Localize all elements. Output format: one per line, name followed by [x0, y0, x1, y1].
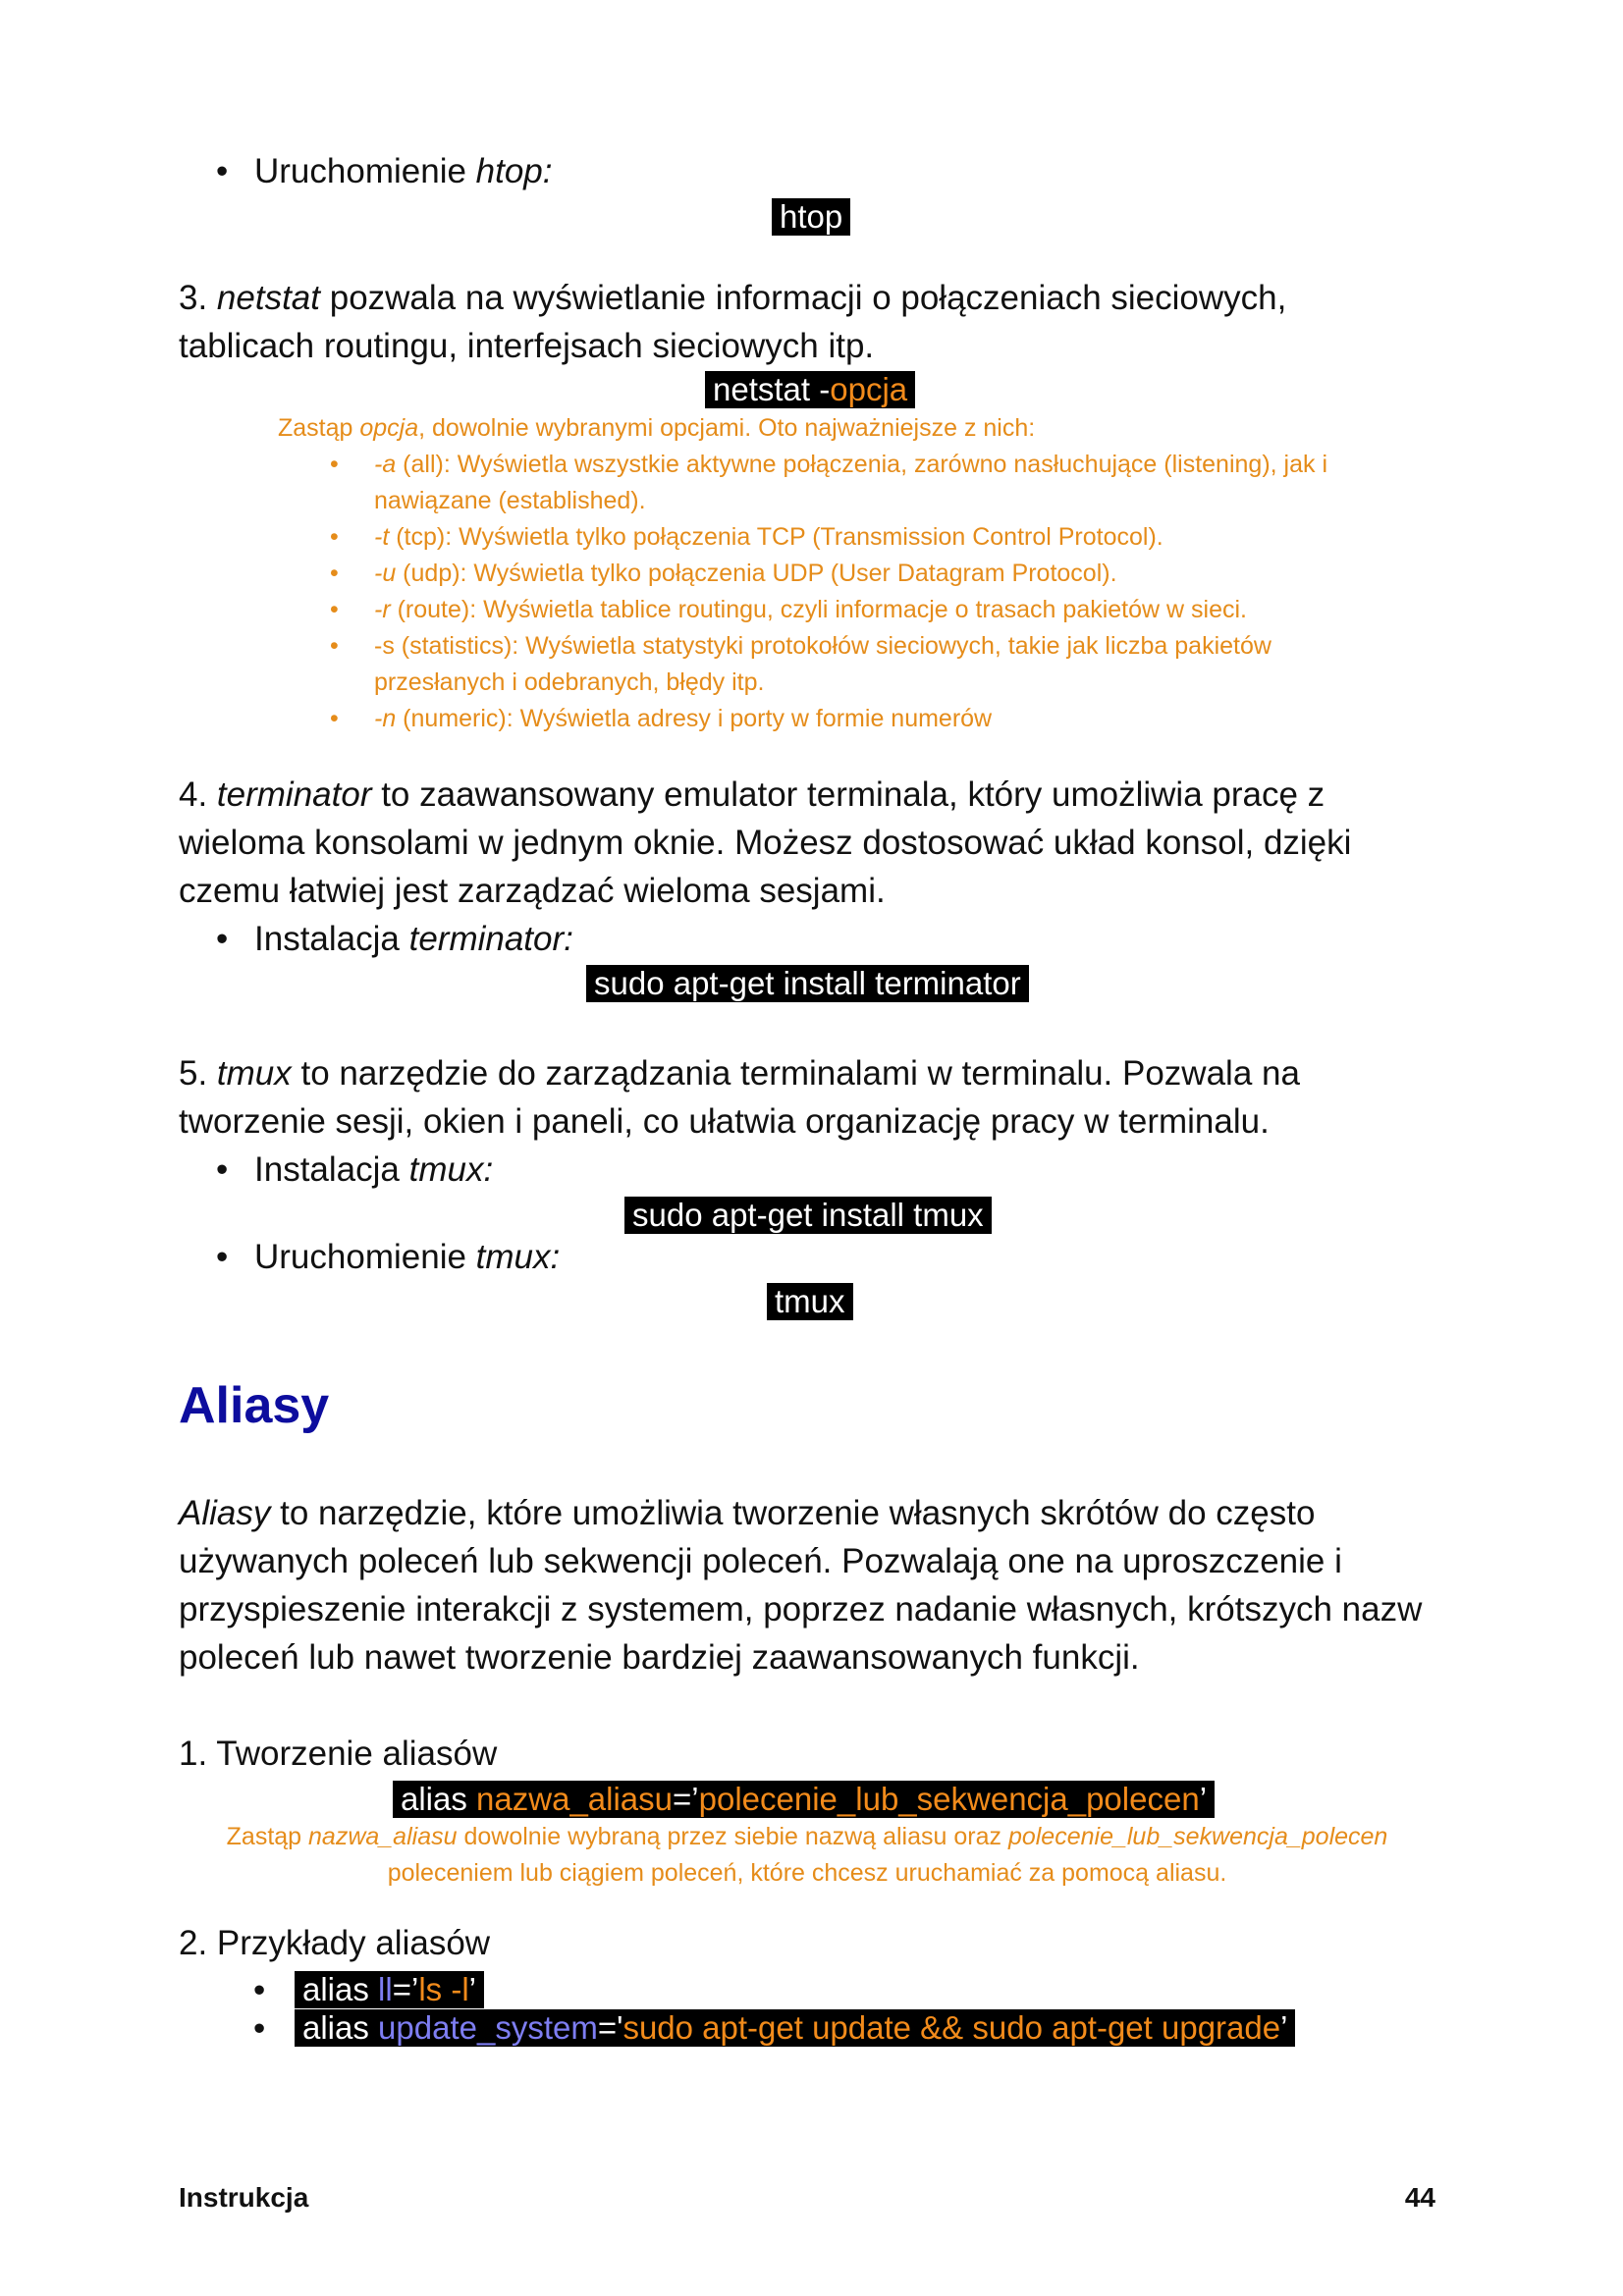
terminator-install-label: Instalacja terminator: [254, 920, 573, 958]
list-item: • -t (tcp): Wyświetla tylko połączenia TCP (Transmission Control Protocol). [330, 523, 1163, 551]
page-number: 44 [1404, 2182, 1435, 2213]
netstat-code: netstat -opcja [705, 371, 915, 408]
aliasy-intro-line3: przyspieszenie interakcji z systemem, poprzez nadanie własnych, krótszych nazw [179, 1590, 1423, 1629]
bullet: • [253, 2009, 266, 2048]
create-alias-note-line1: Zastąp nazwa_aliasu dowolnie wybraną przez siebie nazwą aliasu oraz polecenie_lub_sekwencja_polecen [226, 1823, 1388, 1850]
bullet: • [216, 1238, 229, 1276]
htop-run-label: Uruchomienie htop: [254, 152, 553, 190]
htop-code: htop [772, 198, 850, 236]
tmux-run-code: tmux [767, 1283, 853, 1320]
aliasy-intro-line4: poleceń lub nawet tworzenie bardziej zaawansowanych funkcji. [179, 1638, 1140, 1677]
tmux-install-code: sudo apt-get install tmux [624, 1197, 992, 1234]
create-aliases-title: 1. Tworzenie aliasów [179, 1735, 498, 1773]
alias-example-update-system: alias update_system='sudo apt-get update && sudo apt-get upgrade’ [295, 2009, 1295, 2047]
bullet: • [216, 152, 229, 190]
list-item: • -s (statistics): Wyświetla statystyki protokołów sieciowych, takie jak liczba pakietów przesłanych i odebranych, błędy itp. [330, 632, 1271, 696]
list-item: • -r (route): Wyświetla tablice routingu, czyli informacje o trasach pakietów w sieci. [330, 596, 1247, 623]
create-alias-note-line2: poleceniem lub ciągiem poleceń, które chcesz uruchamiać za pomocą aliasu. [387, 1859, 1227, 1887]
alias-example-ll: alias ll=’ls -l’ [295, 1971, 484, 2008]
terminator-paragraph-line2: wieloma konsolami w jednym oknie. Możesz dostosować układ konsol, dzięki [179, 824, 1352, 862]
examples-title: 2. Przykłady aliasów [179, 1924, 491, 1962]
list-item: • -u (udp): Wyświetla tylko połączenia UDP (User Datagram Protocol). [330, 560, 1117, 587]
tmux-paragraph-line1: 5. tmux to narzędzie do zarządzania terminalami w terminalu. Pozwala na [179, 1054, 1300, 1093]
list-item: • -n (numeric): Wyświetla adresy i porty w formie numerów [330, 705, 993, 732]
bullet: • [253, 1971, 266, 2009]
netstat-paragraph-line1: 3. netstat pozwala na wyświetlanie informacji o połączeniach sieciowych, [179, 279, 1287, 317]
terminator-install-code: sudo apt-get install terminator [586, 965, 1029, 1002]
tmux-install-label: Instalacja tmux: [254, 1150, 494, 1189]
bullet: • [216, 920, 229, 958]
section-heading: Aliasy [179, 1377, 330, 1434]
netstat-note: Zastąp opcja, dowolnie wybranymi opcjami. Oto najważniejsze z nich: [278, 414, 1036, 442]
terminator-paragraph-line1: 4. terminator to zaawansowany emulator terminala, który umożliwia pracę z [179, 775, 1325, 814]
list-item: • -a (all): Wyświetla wszystkie aktywne połączenia, zarówno nasłuchujące (listening), jak i nawiązane (established). [330, 451, 1328, 514]
terminator-paragraph-line3: czemu łatwiej jest zarządzać wieloma sesjami. [179, 872, 886, 910]
netstat-options-list [330, 447, 1410, 737]
netstat-paragraph-line2: tablicach routingu, interfejsach sieciowych itp. [179, 327, 875, 365]
aliasy-intro-line1: Aliasy to narzędzie, które umożliwia tworzenie własnych skrótów do często [179, 1494, 1316, 1532]
footer-title: Instrukcja [179, 2182, 309, 2213]
tmux-run-label: Uruchomienie tmux: [254, 1238, 561, 1276]
create-alias-code: alias nazwa_aliasu=’polecenie_lub_sekwencja_polecen’ [393, 1781, 1215, 1818]
bullet: • [216, 1150, 229, 1189]
tmux-paragraph-line2: tworzenie sesji, okien i paneli, co ułatwia organizację pracy w terminalu. [179, 1102, 1270, 1141]
aliasy-intro-line2: używanych poleceń lub sekwencji poleceń. Pozwalają one na uproszczenie i [179, 1542, 1342, 1580]
